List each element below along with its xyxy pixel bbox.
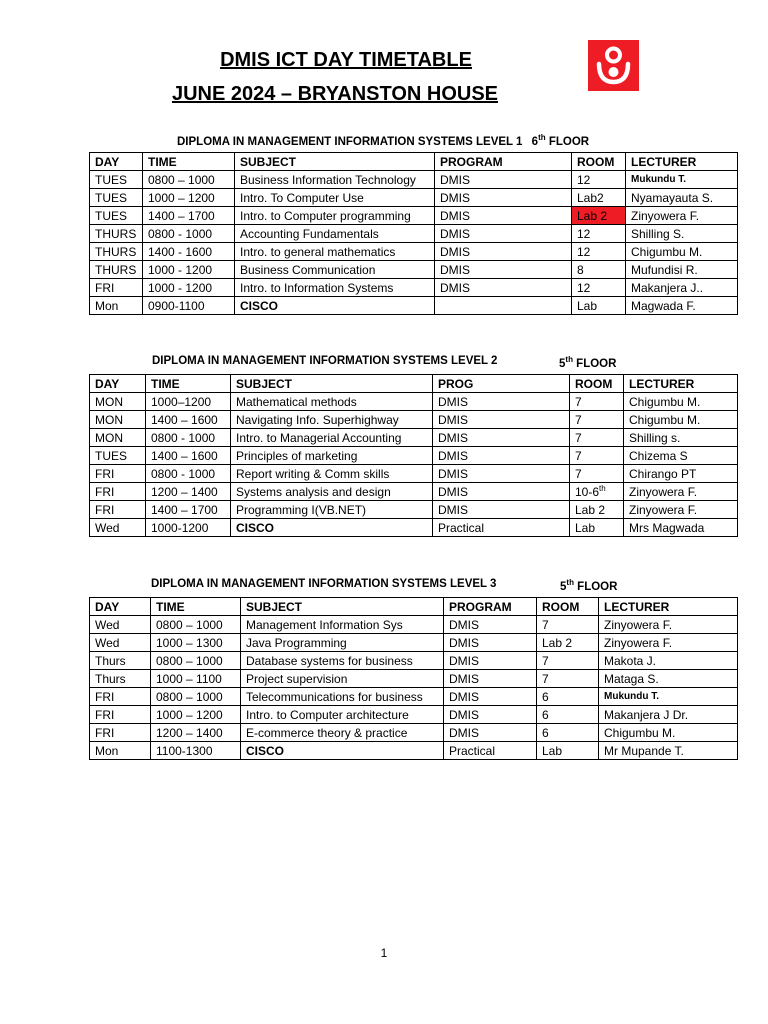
subject-cell: Intro. to Managerial Accounting bbox=[231, 429, 433, 447]
day-cell: Wed bbox=[90, 616, 151, 634]
table-row bbox=[90, 501, 738, 519]
subject-cell: CISCO bbox=[241, 742, 444, 760]
table-row bbox=[90, 171, 738, 189]
table-row bbox=[90, 261, 738, 279]
level2-table bbox=[89, 374, 738, 537]
day-cell: FRI bbox=[90, 279, 143, 297]
lecturer-cell: Chirango PT bbox=[624, 465, 738, 483]
program-cell: Practical bbox=[433, 519, 570, 537]
day-cell: MON bbox=[90, 429, 146, 447]
table-row bbox=[90, 519, 738, 537]
subject-cell: Accounting Fundamentals bbox=[235, 225, 435, 243]
level3-table bbox=[89, 597, 738, 760]
subject-cell: Telecommunications for business bbox=[241, 688, 444, 706]
program-cell: DMIS bbox=[435, 279, 572, 297]
room-cell: Lab bbox=[537, 742, 599, 760]
level1-floor-word: FLOOR bbox=[548, 135, 590, 148]
day-cell: Wed bbox=[90, 519, 146, 537]
room-cell: Lab 2 bbox=[570, 501, 624, 519]
day-cell: TUES bbox=[90, 189, 143, 207]
subject-cell: Project supervision bbox=[241, 670, 444, 688]
room-cell: Lab 2 bbox=[537, 634, 599, 652]
table-row bbox=[90, 189, 738, 207]
column-header-time: TIME bbox=[143, 153, 235, 171]
time-cell: 1400 – 1700 bbox=[146, 501, 231, 519]
subject-cell: Report writing & Comm skills bbox=[231, 465, 433, 483]
level1-floor-num: 6 bbox=[531, 135, 539, 148]
room-cell: 6 bbox=[537, 724, 599, 742]
table-row bbox=[90, 429, 738, 447]
program-cell: DMIS bbox=[435, 189, 572, 207]
lecturer-cell: Zinyowera F. bbox=[624, 501, 738, 519]
time-cell: 1200 – 1400 bbox=[146, 483, 231, 501]
day-cell: TUES bbox=[90, 171, 143, 189]
level1-heading bbox=[177, 133, 589, 148]
table-row bbox=[90, 465, 738, 483]
level2-floor bbox=[559, 355, 616, 370]
room-cell: Lab 2 bbox=[572, 207, 626, 225]
time-cell: 1200 – 1400 bbox=[151, 724, 241, 742]
level3-floor bbox=[560, 578, 617, 593]
program-cell: DMIS bbox=[433, 447, 570, 465]
program-cell: DMIS bbox=[444, 706, 537, 724]
time-cell: 0800 – 1000 bbox=[151, 652, 241, 670]
program-cell: DMIS bbox=[433, 483, 570, 501]
time-cell: 0800 - 1000 bbox=[146, 465, 231, 483]
room-cell: 12 bbox=[572, 243, 626, 261]
time-cell: 0900-1100 bbox=[143, 297, 235, 315]
room-cell: 12 bbox=[572, 279, 626, 297]
header-row bbox=[90, 598, 738, 616]
program-cell: DMIS bbox=[433, 465, 570, 483]
time-cell: 1000–1200 bbox=[146, 393, 231, 411]
level1-floor-sup: th bbox=[538, 133, 546, 142]
room-cell: 7 bbox=[537, 670, 599, 688]
level1-table bbox=[89, 152, 738, 315]
timetable-title: DMIS ICT DAY TIMETABLE bbox=[220, 49, 472, 71]
time-cell: 1400 – 1600 bbox=[146, 447, 231, 465]
column-header-lecturer: LECTURER bbox=[626, 153, 738, 171]
room-cell: Lab bbox=[570, 519, 624, 537]
day-cell: FRI bbox=[90, 724, 151, 742]
program-cell: DMIS bbox=[433, 411, 570, 429]
day-cell: FRI bbox=[90, 688, 151, 706]
subject-cell: Business Information Technology bbox=[235, 171, 435, 189]
day-cell: FRI bbox=[90, 706, 151, 724]
column-header-subject: SUBJECT bbox=[241, 598, 444, 616]
lecturer-cell: Mrs Magwada bbox=[624, 519, 738, 537]
lecturer-cell: Chizema S bbox=[624, 447, 738, 465]
room-cell: 7 bbox=[537, 652, 599, 670]
room-cell: 7 bbox=[570, 393, 624, 411]
lecturer-cell: Mataga S. bbox=[599, 670, 738, 688]
room-cell: 8 bbox=[572, 261, 626, 279]
lecturer-cell: Zinyowera F. bbox=[599, 616, 738, 634]
table-row bbox=[90, 706, 738, 724]
table-row bbox=[90, 652, 738, 670]
room-cell: 7 bbox=[570, 411, 624, 429]
lecturer-cell: Mukundu T. bbox=[599, 688, 738, 706]
time-cell: 0800 – 1000 bbox=[151, 616, 241, 634]
subject-cell: Principles of marketing bbox=[231, 447, 433, 465]
column-header-program: PROG bbox=[433, 375, 570, 393]
program-cell: Practical bbox=[444, 742, 537, 760]
subject-cell: Intro. to Computer programming bbox=[235, 207, 435, 225]
program-cell: DMIS bbox=[444, 724, 537, 742]
time-cell: 0800 – 1000 bbox=[151, 688, 241, 706]
level2-heading bbox=[152, 355, 497, 367]
lecturer-cell: Chigumbu M. bbox=[599, 724, 738, 742]
program-cell: DMIS bbox=[444, 670, 537, 688]
program-cell: DMIS bbox=[444, 688, 537, 706]
column-header-lecturer: LECTURER bbox=[624, 375, 738, 393]
program-cell: DMIS bbox=[444, 652, 537, 670]
subject-cell: CISCO bbox=[235, 297, 435, 315]
time-cell: 1000 – 1100 bbox=[151, 670, 241, 688]
room-cell: 6 bbox=[537, 706, 599, 724]
column-header-subject: SUBJECT bbox=[231, 375, 433, 393]
day-cell: Wed bbox=[90, 634, 151, 652]
column-header-time: TIME bbox=[151, 598, 241, 616]
table-row bbox=[90, 616, 738, 634]
room-cell: 7 bbox=[537, 616, 599, 634]
program-cell bbox=[435, 297, 572, 315]
lecturer-cell: Mufundisi R. bbox=[626, 261, 738, 279]
program-cell: DMIS bbox=[433, 429, 570, 447]
level2-floor-word: FLOOR bbox=[576, 357, 617, 370]
time-cell: 1000 – 1200 bbox=[151, 706, 241, 724]
table-row bbox=[90, 447, 738, 465]
subject-cell: Systems analysis and design bbox=[231, 483, 433, 501]
time-cell: 1100-1300 bbox=[151, 742, 241, 760]
day-cell: FRI bbox=[90, 483, 146, 501]
program-cell: DMIS bbox=[435, 243, 572, 261]
program-cell: DMIS bbox=[444, 616, 537, 634]
lecturer-cell: Chigumbu M. bbox=[624, 393, 738, 411]
day-cell: MON bbox=[90, 411, 146, 429]
lecturer-cell: Chigumbu M. bbox=[624, 411, 738, 429]
time-cell: 0800 - 1000 bbox=[143, 225, 235, 243]
program-cell: DMIS bbox=[435, 207, 572, 225]
lecturer-cell: Zinyowera F. bbox=[624, 483, 738, 501]
subject-cell: Navigating Info. Superhighway bbox=[231, 411, 433, 429]
column-header-time: TIME bbox=[146, 375, 231, 393]
lecturer-cell: Mr Mupande T. bbox=[599, 742, 738, 760]
room-cell: 7 bbox=[570, 447, 624, 465]
room-cell: 7 bbox=[570, 465, 624, 483]
lecturer-cell: Mukundu T. bbox=[626, 171, 738, 189]
level3-floor-word: FLOOR bbox=[577, 580, 618, 593]
level3-floor-num: 5 bbox=[560, 580, 567, 593]
time-cell: 1000 - 1200 bbox=[143, 261, 235, 279]
header-row bbox=[90, 153, 738, 171]
column-header-program: PROGRAM bbox=[444, 598, 537, 616]
room-cell: 10-6th bbox=[570, 483, 624, 501]
level3-heading bbox=[151, 578, 496, 590]
lecturer-cell: Nyamayauta S. bbox=[626, 189, 738, 207]
table-row bbox=[90, 634, 738, 652]
column-header-room: ROOM bbox=[537, 598, 599, 616]
day-cell: THURS bbox=[90, 225, 143, 243]
time-cell: 1000 - 1200 bbox=[143, 279, 235, 297]
subject-cell: Intro. to Information Systems bbox=[235, 279, 435, 297]
subject-cell: Business Communication bbox=[235, 261, 435, 279]
column-header-room: ROOM bbox=[572, 153, 626, 171]
level2-floor-sup: th bbox=[565, 355, 573, 364]
lecturer-cell: Shilling s. bbox=[624, 429, 738, 447]
lecturer-cell: Makanjera J Dr. bbox=[599, 706, 738, 724]
level2-heading-text: DIPLOMA IN MANAGEMENT INFORMATION SYSTEMS LEVEL 2 bbox=[152, 355, 498, 367]
subject-cell: Management Information Sys bbox=[241, 616, 444, 634]
time-cell: 0800 - 1000 bbox=[146, 429, 231, 447]
room-cell: 12 bbox=[572, 225, 626, 243]
level3-heading-text: DIPLOMA IN MANAGEMENT INFORMATION SYSTEMS LEVEL 3 bbox=[151, 578, 497, 590]
person-logo-icon bbox=[588, 40, 639, 91]
lecturer-cell: Magwada F. bbox=[626, 297, 738, 315]
lecturer-cell: Makanjera J.. bbox=[626, 279, 738, 297]
column-header-lecturer: LECTURER bbox=[599, 598, 738, 616]
level2-floor-num: 5 bbox=[559, 357, 566, 370]
table-row bbox=[90, 724, 738, 742]
page-number: 1 bbox=[380, 946, 388, 960]
day-cell: Thurs bbox=[90, 670, 151, 688]
table-row bbox=[90, 225, 738, 243]
subject-cell: Java Programming bbox=[241, 634, 444, 652]
program-cell: DMIS bbox=[433, 393, 570, 411]
subject-cell: Database systems for business bbox=[241, 652, 444, 670]
table-row bbox=[90, 483, 738, 501]
subject-cell: CISCO bbox=[231, 519, 433, 537]
day-cell: THURS bbox=[90, 261, 143, 279]
day-cell: FRI bbox=[90, 501, 146, 519]
table-row bbox=[90, 670, 738, 688]
time-cell: 0800 – 1000 bbox=[143, 171, 235, 189]
room-cell: Lab bbox=[572, 297, 626, 315]
room-cell: Lab2 bbox=[572, 189, 626, 207]
table-row bbox=[90, 411, 738, 429]
time-cell: 1400 - 1600 bbox=[143, 243, 235, 261]
day-cell: MON bbox=[90, 393, 146, 411]
level3-floor-sup: th bbox=[566, 578, 574, 587]
lecturer-cell: Zinyowera F. bbox=[599, 634, 738, 652]
table-row bbox=[90, 393, 738, 411]
table-row bbox=[90, 742, 738, 760]
program-cell: DMIS bbox=[435, 261, 572, 279]
room-cell: 7 bbox=[570, 429, 624, 447]
column-header-day: DAY bbox=[90, 598, 151, 616]
subject-cell: Programming I(VB.NET) bbox=[231, 501, 433, 519]
header-row bbox=[90, 375, 738, 393]
program-cell: DMIS bbox=[435, 225, 572, 243]
table-row bbox=[90, 297, 738, 315]
column-header-subject: SUBJECT bbox=[235, 153, 435, 171]
subject-cell: Intro. To Computer Use bbox=[235, 189, 435, 207]
room-sup: th bbox=[599, 484, 606, 493]
program-cell: DMIS bbox=[444, 634, 537, 652]
table-row bbox=[90, 207, 738, 225]
program-cell: DMIS bbox=[435, 171, 572, 189]
room-cell: 12 bbox=[572, 171, 626, 189]
table-row bbox=[90, 243, 738, 261]
lecturer-cell: Chigumbu M. bbox=[626, 243, 738, 261]
day-cell: Thurs bbox=[90, 652, 151, 670]
level1-heading-text: DIPLOMA IN MANAGEMENT INFORMATION SYSTEMS LEVEL 1 bbox=[177, 135, 523, 148]
column-header-program: PROGRAM bbox=[435, 153, 572, 171]
day-cell: THURS bbox=[90, 243, 143, 261]
timetable-subtitle: JUNE 2024 – BRYANSTON HOUSE bbox=[171, 83, 499, 105]
day-cell: FRI bbox=[90, 465, 146, 483]
day-cell: Mon bbox=[90, 297, 143, 315]
lecturer-cell: Makota J. bbox=[599, 652, 738, 670]
time-cell: 1400 – 1700 bbox=[143, 207, 235, 225]
time-cell: 1400 – 1600 bbox=[146, 411, 231, 429]
table-row bbox=[90, 688, 738, 706]
program-cell: DMIS bbox=[433, 501, 570, 519]
column-header-room: ROOM bbox=[570, 375, 624, 393]
subject-cell: Intro. to general mathematics bbox=[235, 243, 435, 261]
time-cell: 1000 – 1300 bbox=[151, 634, 241, 652]
subject-cell: Intro. to Computer architecture bbox=[241, 706, 444, 724]
time-cell: 1000 – 1200 bbox=[143, 189, 235, 207]
lecturer-cell: Shilling S. bbox=[626, 225, 738, 243]
day-cell: TUES bbox=[90, 447, 146, 465]
room-cell: 6 bbox=[537, 688, 599, 706]
table-row bbox=[90, 279, 738, 297]
day-cell: Mon bbox=[90, 742, 151, 760]
subject-cell: E-commerce theory & practice bbox=[241, 724, 444, 742]
column-header-day: DAY bbox=[90, 153, 143, 171]
lecturer-cell: Zinyowera F. bbox=[626, 207, 738, 225]
subject-cell: Mathematical methods bbox=[231, 393, 433, 411]
column-header-day: DAY bbox=[90, 375, 146, 393]
day-cell: TUES bbox=[90, 207, 143, 225]
time-cell: 1000-1200 bbox=[146, 519, 231, 537]
